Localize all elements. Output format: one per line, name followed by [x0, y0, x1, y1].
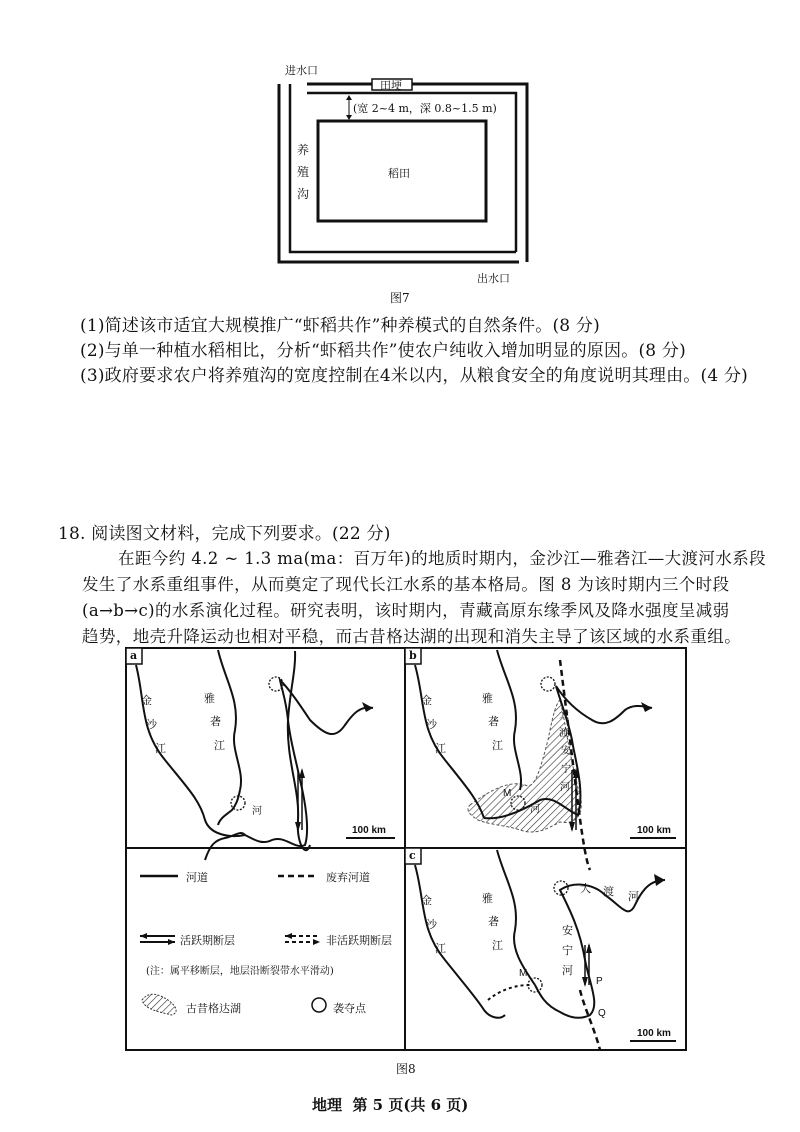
c-jinsha-1: 金	[421, 894, 432, 907]
c-abandoned-river-2	[580, 990, 600, 1050]
question-17-1: (1)简述该市适宜大规模推广“虾稻共作”种养模式的自然条件。(8 分)	[80, 316, 600, 336]
c-abandoned-river	[488, 985, 530, 1000]
a-jinsha-2: 沙	[146, 718, 157, 731]
b-dadu-2: 渡	[559, 728, 569, 739]
a-yalong-river	[218, 650, 241, 790]
panel-b-map	[415, 650, 676, 870]
inlet-label: 进水口	[285, 64, 318, 77]
width-note: (宽 2~4 m，深 0.8~1.5 m)	[353, 102, 497, 115]
a-jinsha-3: 江	[155, 742, 166, 755]
a-yalong-1: 雅	[204, 692, 215, 705]
legend-lake: 古昔格达湖	[186, 1002, 241, 1015]
c-anning-2: 宁	[562, 944, 573, 957]
b-jinsha-3: 江	[435, 742, 446, 755]
legend-inactive-fault: 非活跃期断层	[326, 934, 392, 947]
c-dadu-3: 河	[628, 890, 639, 903]
a-yalong-3: 江	[214, 739, 225, 752]
ditch-label-3: 沟	[297, 187, 310, 201]
c-P: P	[596, 976, 603, 987]
legend-note: (注：属平移断层，地层沿断裂带水平滑动)	[146, 966, 334, 977]
b-M: M	[503, 788, 512, 799]
legend-abandoned: 废弃河道	[326, 871, 370, 884]
c-dadu-1: 大	[580, 882, 591, 895]
outlet-label: 出水口	[477, 272, 510, 285]
b-dadu-1: 大	[559, 710, 569, 721]
c-yalong-3: 江	[492, 939, 503, 952]
c-lower-river	[535, 880, 665, 1018]
page-footer: 地理 第 5 页(共 6 页)	[312, 1096, 469, 1114]
q18-line-1: 在距今约 4.2 ~ 1.3 ma(ma：百万年)的地质时期内，金沙江—雅砻江—大渡河水系段	[118, 549, 767, 568]
c-dadu-2: 渡	[603, 885, 614, 898]
b-he: 河	[530, 804, 540, 815]
b-jinsha-2: 沙	[426, 718, 437, 731]
question-17-3: (3)政府要求农户将养殖沟的宽度控制在4米以内，从粮食安全的角度说明其理由。(4 分)	[80, 366, 748, 386]
a-jinsha-1: 金	[141, 694, 152, 707]
b-yalong-river	[497, 650, 521, 790]
b-yalong-2: 砻	[488, 715, 499, 728]
panel-a-label: a	[130, 649, 138, 662]
c-jinsha-3: 江	[435, 942, 446, 955]
figure-7-caption: 图7	[390, 291, 410, 305]
a-scale: 100 km	[352, 825, 386, 836]
c-yalong-2: 砻	[488, 915, 499, 928]
legend-river: 河道	[186, 871, 208, 884]
a-yalong-2: 砻	[210, 715, 221, 728]
legend-capture: 袭夺点	[333, 1002, 366, 1015]
a-tributary	[218, 790, 240, 825]
ditch-label-1: 养	[297, 143, 310, 157]
c-Q: Q	[598, 1008, 606, 1019]
panel-c-label: c	[409, 849, 416, 862]
c-yalong-1: 雅	[482, 892, 493, 905]
c-M: M	[519, 968, 528, 979]
b-scale: 100 km	[637, 825, 671, 836]
paddy-label: 稻田	[388, 167, 410, 180]
q18-line-4: 趋势，地壳升降运动也相对平稳，而古昔格达湖的出现和消失主导了该区域的水系重组。	[82, 627, 742, 646]
a-jinsha-river	[136, 665, 245, 836]
b-dadu-5: 河	[560, 782, 570, 793]
legend-active-fault: 活跃期断层	[180, 934, 235, 947]
c-anning-3: 河	[562, 964, 573, 977]
ridge-label: 田埂	[380, 79, 402, 92]
ditch-label-2: 殖	[297, 165, 310, 179]
c-arrow-head	[654, 874, 665, 886]
c-jinsha-2: 沙	[426, 918, 437, 931]
c-yalong-river	[497, 850, 535, 985]
b-dadu-4: 宁	[561, 764, 571, 775]
question-18-title: 18. 阅读图文材料，完成下列要求。(22 分)	[58, 524, 391, 544]
panel-b-label: b	[409, 649, 417, 662]
b-yalong-3: 江	[492, 739, 503, 752]
panel-c-map	[415, 850, 676, 1050]
b-jinsha-1: 金	[421, 694, 432, 707]
a-he: 河	[252, 806, 262, 817]
q18-line-3: (a→b→c)的水系演化过程。研究表明，该时期内，青藏高原东缘季风及降水强度呈减弱	[82, 601, 730, 620]
b-capture-point-1	[541, 677, 555, 691]
c-anning-1: 安	[562, 924, 573, 937]
b-jinsha-river	[415, 665, 484, 818]
c-scale: 100 km	[637, 1028, 671, 1039]
question-17-2: (2)与单一种植水稻相比，分析“虾稻共作”使农户纯收入增加明显的原因。(8 分)	[80, 341, 686, 361]
q18-line-2: 发生了水系重组事件，从而奠定了现代长江水系的基本格局。图 8 为该时期内三个时段	[82, 575, 730, 594]
b-yalong-1: 雅	[482, 692, 493, 705]
figure-8-caption: 图8	[396, 1062, 416, 1076]
b-dadu-3: 安	[561, 746, 571, 757]
